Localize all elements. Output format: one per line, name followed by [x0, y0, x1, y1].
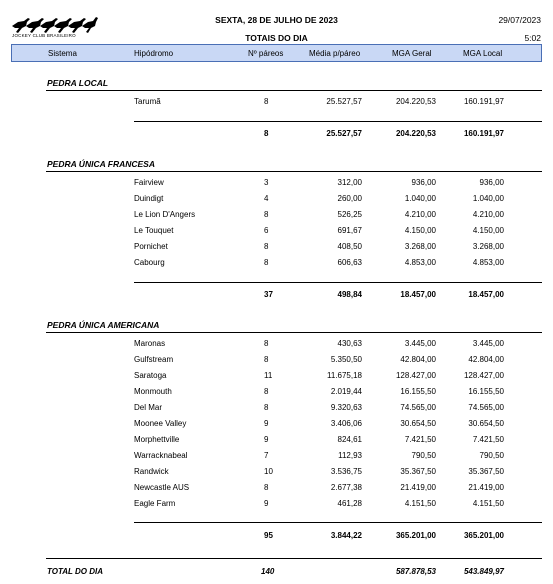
- section-total-row: [0, 290, 553, 304]
- grand-total-rule: [46, 558, 542, 559]
- media-cell: 461,28: [337, 499, 362, 508]
- table-row: [0, 387, 553, 401]
- table-row: [0, 194, 553, 208]
- mga-geral-cell: 18.457,00: [400, 290, 436, 299]
- table-row: [0, 451, 553, 465]
- n-pareos-cell: 140: [261, 567, 275, 576]
- mga-local-cell: 160.191,97: [463, 97, 504, 106]
- table-row: [0, 435, 553, 449]
- n-pareos-cell: 9: [264, 499, 269, 508]
- mga-geral-cell: 3.445,00: [404, 339, 436, 348]
- mga-local-cell: 4.210,00: [472, 210, 504, 219]
- n-pareos-cell: 11: [264, 371, 273, 380]
- table-row: [0, 499, 553, 513]
- n-pareos-cell: 9: [264, 435, 269, 444]
- table-row: [0, 210, 553, 224]
- media-cell: 526,25: [337, 210, 362, 219]
- mga-geral-cell: 204.220,53: [395, 129, 436, 138]
- media-cell: 260,00: [337, 194, 362, 203]
- mga-local-cell: 30.654,50: [468, 419, 504, 428]
- n-pareos-cell: 8: [264, 97, 269, 106]
- col-mga-local: MGA Local: [463, 49, 503, 58]
- hipodromo-cell: Pornichet: [134, 242, 168, 251]
- mga-geral-cell: 204.220,53: [395, 97, 436, 106]
- media-cell: 112,93: [338, 451, 362, 460]
- media-cell: 25.527,57: [326, 129, 362, 138]
- mga-local-cell: 16.155,50: [468, 387, 504, 396]
- print-date: 29/07/2023: [498, 15, 541, 25]
- hipodromo-cell: Tarumã: [134, 97, 161, 106]
- table-row: [0, 403, 553, 417]
- total-rule: [134, 522, 542, 523]
- hipodromo-cell: Monmouth: [134, 387, 172, 396]
- mga-geral-cell: 365.201,00: [395, 531, 436, 540]
- hipodromo-cell: Duindigt: [134, 194, 164, 203]
- print-time: 5:02: [524, 33, 541, 43]
- mga-geral-cell: 42.804,00: [400, 355, 436, 364]
- n-pareos-cell: 8: [264, 242, 269, 251]
- table-row: [0, 178, 553, 192]
- grand-total-row: [0, 567, 553, 581]
- mga-geral-cell: 128.427,00: [395, 371, 436, 380]
- total-rule: [134, 282, 542, 283]
- media-cell: 430,63: [337, 339, 362, 348]
- hipodromo-cell: Moonee Valley: [134, 419, 187, 428]
- mga-geral-cell: 3.268,00: [404, 242, 436, 251]
- table-row: [0, 97, 553, 111]
- hipodromo-cell: Del Mar: [134, 403, 163, 412]
- n-pareos-cell: 8: [264, 210, 269, 219]
- media-cell: 2.019,44: [330, 387, 362, 396]
- hipodromo-cell: Warracknabeal: [134, 451, 188, 460]
- grand-total-label: TOTAL DO DIA: [47, 567, 103, 576]
- hipodromo-cell: Fairview: [134, 178, 164, 187]
- mga-local-cell: 790,50: [479, 451, 504, 460]
- mga-local-cell: 3.445,00: [472, 339, 504, 348]
- col-sistema: Sistema: [48, 49, 77, 58]
- column-header-bar: [11, 44, 542, 62]
- n-pareos-cell: 37: [264, 290, 273, 299]
- mga-geral-cell: 1.040,00: [404, 194, 436, 203]
- media-cell: 11.675,18: [327, 371, 362, 380]
- n-pareos-cell: 7: [264, 451, 269, 460]
- n-pareos-cell: 8: [264, 387, 269, 396]
- n-pareos-cell: 8: [264, 403, 269, 412]
- mga-geral-cell: 4.150,00: [404, 226, 436, 235]
- total-rule: [134, 121, 542, 122]
- mga-geral-cell: 16.155,50: [400, 387, 436, 396]
- mga-local-cell: 7.421,50: [472, 435, 504, 444]
- media-cell: 3.536,75: [330, 467, 362, 476]
- hipodromo-cell: Eagle Farm: [134, 499, 176, 508]
- mga-local-cell: 4.150,00: [472, 226, 504, 235]
- mga-geral-cell: 4.151,50: [404, 499, 436, 508]
- table-row: [0, 339, 553, 353]
- mga-local-cell: 4.853,00: [472, 258, 504, 267]
- hipodromo-cell: Cabourg: [134, 258, 165, 267]
- hipodromo-cell: Morphettville: [134, 435, 180, 444]
- n-pareos-cell: 10: [264, 467, 273, 476]
- media-cell: 25.527,57: [326, 97, 362, 106]
- n-pareos-cell: 6: [264, 226, 269, 235]
- col-media: Média p/páreo: [309, 49, 361, 58]
- mga-geral-cell: 74.565,00: [400, 403, 436, 412]
- n-pareos-cell: 8: [264, 258, 269, 267]
- report-subtitle: TOTAIS DO DIA: [245, 33, 308, 43]
- mga-geral-cell: 21.419,00: [400, 483, 436, 492]
- hipodromo-cell: Maronas: [134, 339, 166, 348]
- table-row: [0, 355, 553, 369]
- section-total-row: [0, 531, 553, 545]
- mga-geral-cell: 4.853,00: [404, 258, 436, 267]
- n-pareos-cell: 95: [264, 531, 273, 540]
- media-cell: 3.844,22: [330, 531, 362, 540]
- media-cell: 2.677,38: [330, 483, 362, 492]
- hipodromo-cell: Le Touquet: [134, 226, 174, 235]
- n-pareos-cell: 8: [264, 339, 269, 348]
- n-pareos-cell: 8: [264, 483, 269, 492]
- table-row: [0, 419, 553, 433]
- mga-geral-cell: 30.654,50: [400, 419, 436, 428]
- mga-local-cell: 21.419,00: [468, 483, 504, 492]
- media-cell: 312,00: [337, 178, 362, 187]
- mga-geral-cell: 790,50: [411, 451, 436, 460]
- media-cell: 606,63: [337, 258, 362, 267]
- n-pareos-cell: 4: [264, 194, 269, 203]
- section-title: PEDRA ÚNICA FRANCESA: [47, 159, 155, 169]
- mga-local-cell: 160.191,97: [463, 129, 504, 138]
- media-cell: 691,67: [337, 226, 362, 235]
- section-title: PEDRA ÚNICA AMERICANA: [47, 320, 160, 330]
- table-row: [0, 483, 553, 497]
- n-pareos-cell: 8: [264, 129, 269, 138]
- mga-local-cell: 1.040,00: [472, 194, 504, 203]
- section-total-row: [0, 129, 553, 143]
- n-pareos-cell: 3: [264, 178, 269, 187]
- mga-local-cell: 42.804,00: [468, 355, 504, 364]
- mga-local-cell: 128.427,00: [463, 371, 504, 380]
- col-mga-geral: MGA Geral: [392, 49, 432, 58]
- table-row: [0, 467, 553, 481]
- media-cell: 824,61: [337, 435, 362, 444]
- mga-local-cell: 365.201,00: [463, 531, 504, 540]
- table-row: [0, 258, 553, 272]
- media-cell: 9.320,63: [330, 403, 362, 412]
- mga-geral-cell: 936,00: [411, 178, 436, 187]
- media-cell: 3.406,06: [330, 419, 362, 428]
- media-cell: 5.350,50: [330, 355, 362, 364]
- section-rule: [46, 171, 542, 172]
- mga-geral-cell: 35.367,50: [400, 467, 436, 476]
- mga-local-cell: 4.151,50: [472, 499, 504, 508]
- mga-local-cell: 3.268,00: [472, 242, 504, 251]
- mga-geral-cell: 587.878,53: [395, 567, 436, 576]
- n-pareos-cell: 8: [264, 355, 269, 364]
- mga-local-cell: 18.457,00: [468, 290, 504, 299]
- mga-local-cell: 74.565,00: [468, 403, 504, 412]
- col-hipodromo: Hipódromo: [134, 49, 174, 58]
- media-cell: 498,84: [337, 290, 362, 299]
- hipodromo-cell: Le Lion D'Angers: [134, 210, 196, 219]
- mga-geral-cell: 7.421,50: [404, 435, 436, 444]
- logo-text: JOCKEY CLUB BRASILEIRO: [12, 33, 76, 38]
- hipodromo-cell: Randwick: [134, 467, 169, 476]
- hipodromo-cell: Newcastle AUS: [134, 483, 190, 492]
- report-title: SEXTA, 28 DE JULHO DE 2023: [215, 15, 338, 25]
- col-n-pareos: Nº páreos: [248, 49, 284, 58]
- mga-local-cell: 936,00: [479, 178, 504, 187]
- table-row: [0, 226, 553, 240]
- section-title: PEDRA LOCAL: [47, 78, 109, 88]
- hipodromo-cell: Gulfstream: [134, 355, 174, 364]
- hipodromo-cell: Saratoga: [134, 371, 167, 380]
- mga-local-cell: 35.367,50: [468, 467, 504, 476]
- media-cell: 408,50: [337, 242, 362, 251]
- section-rule: [46, 90, 542, 91]
- table-row: [0, 371, 553, 385]
- n-pareos-cell: 9: [264, 419, 269, 428]
- section-rule: [46, 332, 542, 333]
- table-row: [0, 242, 553, 256]
- mga-local-cell: 543.849,97: [463, 567, 504, 576]
- mga-geral-cell: 4.210,00: [404, 210, 436, 219]
